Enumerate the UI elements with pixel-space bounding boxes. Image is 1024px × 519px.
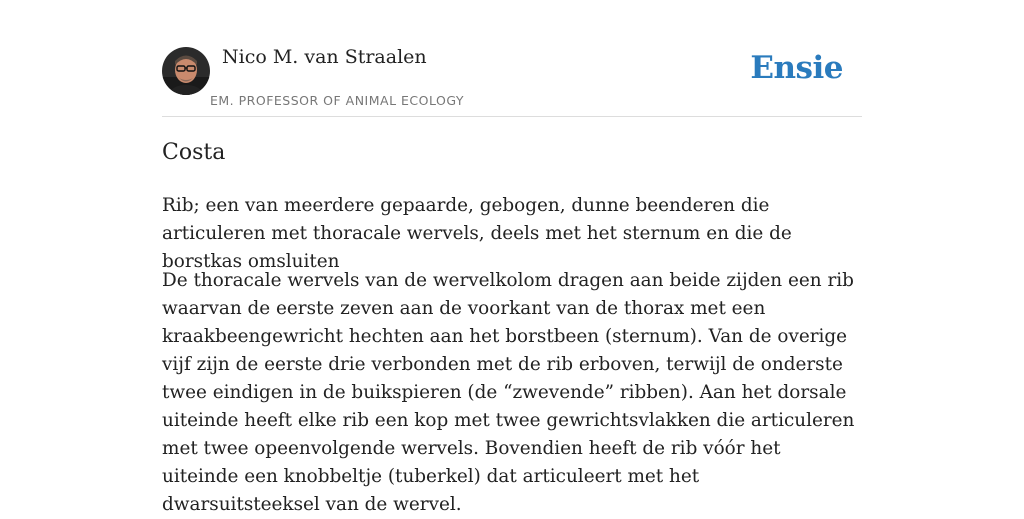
author-role: EM. PROFESSOR OF ANIMAL ECOLOGY	[210, 93, 465, 108]
entry-definition: Rib; een van meerdere gepaarde, gebogen, dunne beenderen die articuleren met thoracale wervels, deels met het sternum en die de borstkas omsluiten	[162, 195, 792, 272]
person-portrait-icon	[162, 47, 210, 95]
author-header	[162, 0, 862, 117]
entry-page	[162, 0, 862, 515]
author-avatar[interactable]	[162, 47, 210, 95]
author-name[interactable]: Nico M. van Straalen	[222, 46, 427, 68]
ensie-logo[interactable]: Ensie	[750, 50, 843, 86]
entry-title: Costa	[162, 140, 226, 165]
entry-body: De thoracale wervels van de wervelkolom dragen aan beide zijden een rib waarvan de eerste zeven aan de voorkant van de thorax met een kraakbeengewricht hechten aan het borstbeen (sternum). Van de overige vijf zijn de eerste drie verbonden met de rib erboven, terwijl de onderste twee eindigen in de buikspieren (de “zwevende” ribben). Aan het dorsale uiteinde heeft elke rib een kop met twee gewrichtsvlakken die articuleren met twee opeenvolgende wervels. Bovendien heeft de rib vóór het uiteinde een knobbeltje (tuberkel) dat articuleert met het dwarsuitsteeksel van de wervel.	[162, 270, 855, 515]
